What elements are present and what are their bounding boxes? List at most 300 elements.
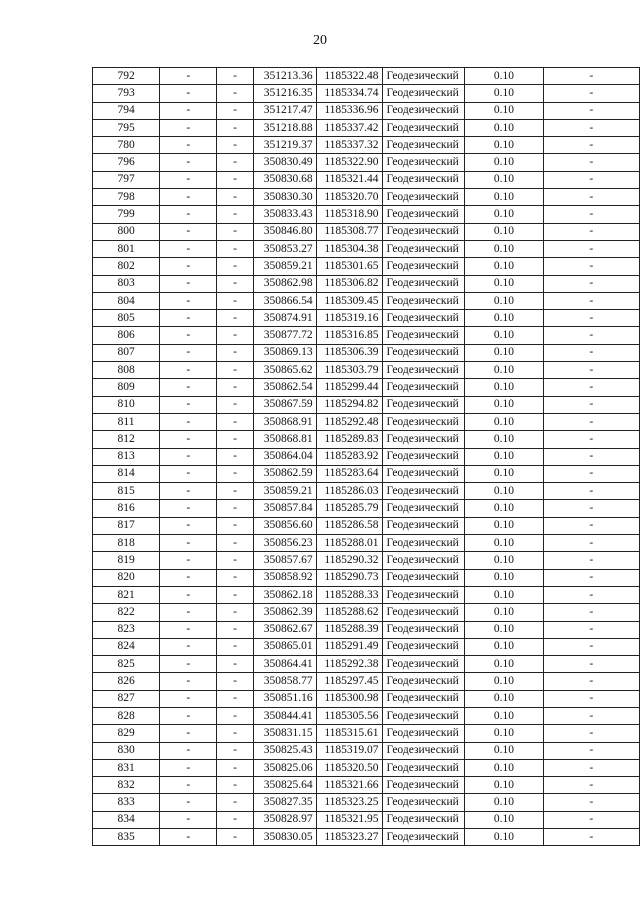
- x-coordinate-cell: 351217.47: [253, 102, 316, 119]
- dash-cell-a: -: [160, 240, 217, 257]
- y-coordinate-cell: 1185320.50: [316, 759, 382, 776]
- x-coordinate-cell: 350827.35: [253, 794, 316, 811]
- accuracy-cell: 0.10: [465, 240, 543, 257]
- dash-cell-b: -: [217, 777, 254, 794]
- table-row: [93, 759, 640, 776]
- accuracy-cell: 0.10: [465, 517, 543, 534]
- y-coordinate-cell: 1185306.39: [316, 344, 382, 361]
- accuracy-cell: 0.10: [465, 137, 543, 154]
- dash-cell-b: -: [217, 552, 254, 569]
- y-coordinate-cell: 1185306.82: [316, 275, 382, 292]
- y-coordinate-cell: 1185294.82: [316, 396, 382, 413]
- x-coordinate-cell: 350864.04: [253, 448, 316, 465]
- dash-cell-a: -: [160, 189, 217, 206]
- y-coordinate-cell: 1185288.01: [316, 535, 382, 552]
- x-coordinate-cell: 350857.67: [253, 552, 316, 569]
- dash-cell-a: -: [160, 119, 217, 136]
- method-cell: Геодезический: [382, 656, 465, 673]
- dash-cell-a: -: [160, 68, 217, 85]
- x-coordinate-cell: 350856.23: [253, 535, 316, 552]
- method-cell: Геодезический: [382, 240, 465, 257]
- x-coordinate-cell: 350874.91: [253, 310, 316, 327]
- method-cell: Геодезический: [382, 223, 465, 240]
- note-cell: -: [543, 379, 639, 396]
- accuracy-cell: 0.10: [465, 189, 543, 206]
- dash-cell-a: -: [160, 794, 217, 811]
- dash-cell-a: -: [160, 811, 217, 828]
- dash-cell-a: -: [160, 396, 217, 413]
- accuracy-cell: 0.10: [465, 362, 543, 379]
- dash-cell-a: -: [160, 621, 217, 638]
- dash-cell-a: -: [160, 690, 217, 707]
- method-cell: Геодезический: [382, 586, 465, 603]
- dash-cell-b: -: [217, 189, 254, 206]
- note-cell: -: [543, 362, 639, 379]
- dash-cell-b: -: [217, 673, 254, 690]
- point-number-cell: 812: [93, 431, 160, 448]
- y-coordinate-cell: 1185292.48: [316, 413, 382, 430]
- x-coordinate-cell: 350862.18: [253, 586, 316, 603]
- point-number-cell: 780: [93, 137, 160, 154]
- method-cell: Геодезический: [382, 137, 465, 154]
- accuracy-cell: 0.10: [465, 413, 543, 430]
- y-coordinate-cell: 1185321.66: [316, 777, 382, 794]
- note-cell: -: [543, 552, 639, 569]
- note-cell: -: [543, 85, 639, 102]
- point-number-cell: 792: [93, 68, 160, 85]
- note-cell: -: [543, 431, 639, 448]
- point-number-cell: 828: [93, 707, 160, 724]
- note-cell: -: [543, 396, 639, 413]
- method-cell: Геодезический: [382, 621, 465, 638]
- accuracy-cell: 0.10: [465, 223, 543, 240]
- note-cell: -: [543, 673, 639, 690]
- table-row: [93, 690, 640, 707]
- table-row: [93, 413, 640, 430]
- dash-cell-b: -: [217, 465, 254, 482]
- table-row: [93, 171, 640, 188]
- point-number-cell: 831: [93, 759, 160, 776]
- method-cell: Геодезический: [382, 829, 465, 846]
- table-row: [93, 327, 640, 344]
- note-cell: -: [543, 742, 639, 759]
- accuracy-cell: 0.10: [465, 829, 543, 846]
- note-cell: -: [543, 725, 639, 742]
- dash-cell-b: -: [217, 483, 254, 500]
- dash-cell-a: -: [160, 448, 217, 465]
- dash-cell-a: -: [160, 742, 217, 759]
- x-coordinate-cell: 351219.37: [253, 137, 316, 154]
- dash-cell-b: -: [217, 344, 254, 361]
- point-number-cell: 807: [93, 344, 160, 361]
- dash-cell-a: -: [160, 707, 217, 724]
- y-coordinate-cell: 1185316.85: [316, 327, 382, 344]
- note-cell: -: [543, 275, 639, 292]
- table-row: [93, 535, 640, 552]
- dash-cell-a: -: [160, 379, 217, 396]
- x-coordinate-cell: 351218.88: [253, 119, 316, 136]
- x-coordinate-cell: 350844.41: [253, 707, 316, 724]
- dash-cell-b: -: [217, 154, 254, 171]
- y-coordinate-cell: 1185321.95: [316, 811, 382, 828]
- note-cell: -: [543, 777, 639, 794]
- dash-cell-a: -: [160, 535, 217, 552]
- dash-cell-b: -: [217, 811, 254, 828]
- x-coordinate-cell: 351216.35: [253, 85, 316, 102]
- method-cell: Геодезический: [382, 690, 465, 707]
- x-coordinate-cell: 350862.54: [253, 379, 316, 396]
- table-row: [93, 742, 640, 759]
- dash-cell-b: -: [217, 690, 254, 707]
- x-coordinate-cell: 350859.21: [253, 483, 316, 500]
- point-number-cell: 799: [93, 206, 160, 223]
- table-row: [93, 362, 640, 379]
- method-cell: Геодезический: [382, 448, 465, 465]
- y-coordinate-cell: 1185321.44: [316, 171, 382, 188]
- dash-cell-a: -: [160, 362, 217, 379]
- point-number-cell: 826: [93, 673, 160, 690]
- table-row: [93, 500, 640, 517]
- x-coordinate-cell: 350831.15: [253, 725, 316, 742]
- x-coordinate-cell: 350864.41: [253, 656, 316, 673]
- accuracy-cell: 0.10: [465, 68, 543, 85]
- x-coordinate-cell: 350825.06: [253, 759, 316, 776]
- point-number-cell: 830: [93, 742, 160, 759]
- table-row: [93, 448, 640, 465]
- point-number-cell: 805: [93, 310, 160, 327]
- dash-cell-a: -: [160, 171, 217, 188]
- x-coordinate-cell: 350830.68: [253, 171, 316, 188]
- method-cell: Геодезический: [382, 604, 465, 621]
- method-cell: Геодезический: [382, 725, 465, 742]
- method-cell: Геодезический: [382, 465, 465, 482]
- note-cell: -: [543, 258, 639, 275]
- method-cell: Геодезический: [382, 535, 465, 552]
- accuracy-cell: 0.10: [465, 154, 543, 171]
- accuracy-cell: 0.10: [465, 707, 543, 724]
- note-cell: -: [543, 621, 639, 638]
- y-coordinate-cell: 1185297.45: [316, 673, 382, 690]
- dash-cell-a: -: [160, 569, 217, 586]
- dash-cell-b: -: [217, 638, 254, 655]
- y-coordinate-cell: 1185304.38: [316, 240, 382, 257]
- accuracy-cell: 0.10: [465, 275, 543, 292]
- method-cell: Геодезический: [382, 517, 465, 534]
- y-coordinate-cell: 1185320.70: [316, 189, 382, 206]
- y-coordinate-cell: 1185290.73: [316, 569, 382, 586]
- point-number-cell: 801: [93, 240, 160, 257]
- table-row: [93, 119, 640, 136]
- accuracy-cell: 0.10: [465, 258, 543, 275]
- y-coordinate-cell: 1185301.65: [316, 258, 382, 275]
- dash-cell-a: -: [160, 431, 217, 448]
- point-number-cell: 795: [93, 119, 160, 136]
- x-coordinate-cell: 350830.49: [253, 154, 316, 171]
- accuracy-cell: 0.10: [465, 206, 543, 223]
- accuracy-cell: 0.10: [465, 171, 543, 188]
- note-cell: -: [543, 829, 639, 846]
- note-cell: -: [543, 310, 639, 327]
- table-row: [93, 517, 640, 534]
- x-coordinate-cell: 350858.77: [253, 673, 316, 690]
- point-number-cell: 796: [93, 154, 160, 171]
- point-number-cell: 800: [93, 223, 160, 240]
- note-cell: -: [543, 604, 639, 621]
- table-row: [93, 344, 640, 361]
- method-cell: Геодезический: [382, 759, 465, 776]
- note-cell: -: [543, 794, 639, 811]
- dash-cell-b: -: [217, 223, 254, 240]
- table-row: [93, 379, 640, 396]
- y-coordinate-cell: 1185318.90: [316, 206, 382, 223]
- note-cell: -: [543, 811, 639, 828]
- point-number-cell: 811: [93, 413, 160, 430]
- note-cell: -: [543, 586, 639, 603]
- table-row: [93, 396, 640, 413]
- method-cell: Геодезический: [382, 500, 465, 517]
- point-number-cell: 833: [93, 794, 160, 811]
- x-coordinate-cell: 350825.43: [253, 742, 316, 759]
- point-number-cell: 819: [93, 552, 160, 569]
- point-number-cell: 829: [93, 725, 160, 742]
- accuracy-cell: 0.10: [465, 604, 543, 621]
- method-cell: Геодезический: [382, 638, 465, 655]
- dash-cell-a: -: [160, 465, 217, 482]
- y-coordinate-cell: 1185319.16: [316, 310, 382, 327]
- dash-cell-a: -: [160, 586, 217, 603]
- y-coordinate-cell: 1185288.62: [316, 604, 382, 621]
- x-coordinate-cell: 350859.21: [253, 258, 316, 275]
- accuracy-cell: 0.10: [465, 656, 543, 673]
- table-row: [93, 794, 640, 811]
- x-coordinate-cell: 350851.16: [253, 690, 316, 707]
- accuracy-cell: 0.10: [465, 569, 543, 586]
- x-coordinate-cell: 350866.54: [253, 292, 316, 309]
- table-row: [93, 707, 640, 724]
- dash-cell-a: -: [160, 552, 217, 569]
- dash-cell-b: -: [217, 292, 254, 309]
- method-cell: Геодезический: [382, 673, 465, 690]
- method-cell: Геодезический: [382, 344, 465, 361]
- y-coordinate-cell: 1185309.45: [316, 292, 382, 309]
- dash-cell-b: -: [217, 621, 254, 638]
- point-number-cell: 815: [93, 483, 160, 500]
- x-coordinate-cell: 350869.13: [253, 344, 316, 361]
- method-cell: Геодезический: [382, 310, 465, 327]
- x-coordinate-cell: 350857.84: [253, 500, 316, 517]
- point-number-cell: 817: [93, 517, 160, 534]
- method-cell: Геодезический: [382, 379, 465, 396]
- dash-cell-b: -: [217, 448, 254, 465]
- method-cell: Геодезический: [382, 811, 465, 828]
- method-cell: Геодезический: [382, 258, 465, 275]
- dash-cell-b: -: [217, 707, 254, 724]
- note-cell: -: [543, 189, 639, 206]
- dash-cell-b: -: [217, 327, 254, 344]
- table-row: [93, 310, 640, 327]
- note-cell: -: [543, 240, 639, 257]
- table-row: [93, 777, 640, 794]
- accuracy-cell: 0.10: [465, 621, 543, 638]
- table-row: [93, 638, 640, 655]
- dash-cell-b: -: [217, 137, 254, 154]
- method-cell: Геодезический: [382, 171, 465, 188]
- point-number-cell: 835: [93, 829, 160, 846]
- point-number-cell: 808: [93, 362, 160, 379]
- table-row: [93, 673, 640, 690]
- dash-cell-a: -: [160, 275, 217, 292]
- table-row: [93, 552, 640, 569]
- dash-cell-b: -: [217, 413, 254, 430]
- x-coordinate-cell: 350856.60: [253, 517, 316, 534]
- dash-cell-a: -: [160, 327, 217, 344]
- x-coordinate-cell: 350862.59: [253, 465, 316, 482]
- dash-cell-b: -: [217, 500, 254, 517]
- accuracy-cell: 0.10: [465, 690, 543, 707]
- y-coordinate-cell: 1185319.07: [316, 742, 382, 759]
- x-coordinate-cell: 350853.27: [253, 240, 316, 257]
- dash-cell-b: -: [217, 68, 254, 85]
- y-coordinate-cell: 1185290.32: [316, 552, 382, 569]
- table-row: [93, 725, 640, 742]
- point-number-cell: 809: [93, 379, 160, 396]
- note-cell: -: [543, 759, 639, 776]
- y-coordinate-cell: 1185288.39: [316, 621, 382, 638]
- dash-cell-a: -: [160, 85, 217, 102]
- dash-cell-a: -: [160, 344, 217, 361]
- dash-cell-b: -: [217, 102, 254, 119]
- dash-cell-a: -: [160, 638, 217, 655]
- dash-cell-b: -: [217, 431, 254, 448]
- point-number-cell: 820: [93, 569, 160, 586]
- x-coordinate-cell: 350833.43: [253, 206, 316, 223]
- y-coordinate-cell: 1185299.44: [316, 379, 382, 396]
- point-number-cell: 813: [93, 448, 160, 465]
- note-cell: -: [543, 154, 639, 171]
- note-cell: -: [543, 223, 639, 240]
- accuracy-cell: 0.10: [465, 638, 543, 655]
- x-coordinate-cell: 350868.81: [253, 431, 316, 448]
- method-cell: Геодезический: [382, 413, 465, 430]
- note-cell: -: [543, 448, 639, 465]
- method-cell: Геодезический: [382, 292, 465, 309]
- method-cell: Геодезический: [382, 119, 465, 136]
- table-row: [93, 275, 640, 292]
- note-cell: -: [543, 344, 639, 361]
- coordinates-table: [92, 67, 640, 846]
- y-coordinate-cell: 1185336.96: [316, 102, 382, 119]
- dash-cell-b: -: [217, 829, 254, 846]
- note-cell: -: [543, 206, 639, 223]
- method-cell: Геодезический: [382, 707, 465, 724]
- y-coordinate-cell: 1185337.32: [316, 137, 382, 154]
- note-cell: -: [543, 137, 639, 154]
- x-coordinate-cell: 350865.62: [253, 362, 316, 379]
- dash-cell-b: -: [217, 794, 254, 811]
- y-coordinate-cell: 1185323.27: [316, 829, 382, 846]
- note-cell: -: [543, 500, 639, 517]
- point-number-cell: 798: [93, 189, 160, 206]
- table-row: [93, 240, 640, 257]
- note-cell: -: [543, 171, 639, 188]
- x-coordinate-cell: 350877.72: [253, 327, 316, 344]
- dash-cell-a: -: [160, 759, 217, 776]
- point-number-cell: 794: [93, 102, 160, 119]
- method-cell: Геодезический: [382, 483, 465, 500]
- method-cell: Геодезический: [382, 777, 465, 794]
- dash-cell-b: -: [217, 742, 254, 759]
- dash-cell-a: -: [160, 517, 217, 534]
- dash-cell-b: -: [217, 206, 254, 223]
- note-cell: -: [543, 68, 639, 85]
- dash-cell-a: -: [160, 673, 217, 690]
- method-cell: Геодезический: [382, 102, 465, 119]
- dash-cell-b: -: [217, 310, 254, 327]
- dash-cell-a: -: [160, 656, 217, 673]
- dash-cell-b: -: [217, 517, 254, 534]
- dash-cell-a: -: [160, 292, 217, 309]
- dash-cell-b: -: [217, 171, 254, 188]
- y-coordinate-cell: 1185283.64: [316, 465, 382, 482]
- x-coordinate-cell: 350862.39: [253, 604, 316, 621]
- method-cell: Геодезический: [382, 154, 465, 171]
- dash-cell-a: -: [160, 102, 217, 119]
- point-number-cell: 797: [93, 171, 160, 188]
- accuracy-cell: 0.10: [465, 431, 543, 448]
- table-row: [93, 189, 640, 206]
- dash-cell-a: -: [160, 154, 217, 171]
- point-number-cell: 825: [93, 656, 160, 673]
- note-cell: -: [543, 656, 639, 673]
- accuracy-cell: 0.10: [465, 465, 543, 482]
- dash-cell-b: -: [217, 759, 254, 776]
- page-number: 20: [313, 33, 327, 48]
- table-row: [93, 154, 640, 171]
- dash-cell-a: -: [160, 258, 217, 275]
- dash-cell-b: -: [217, 725, 254, 742]
- accuracy-cell: 0.10: [465, 310, 543, 327]
- y-coordinate-cell: 1185286.58: [316, 517, 382, 534]
- method-cell: Геодезический: [382, 742, 465, 759]
- accuracy-cell: 0.10: [465, 552, 543, 569]
- table-row: [93, 102, 640, 119]
- dash-cell-b: -: [217, 586, 254, 603]
- point-number-cell: 824: [93, 638, 160, 655]
- accuracy-cell: 0.10: [465, 759, 543, 776]
- point-number-cell: 816: [93, 500, 160, 517]
- y-coordinate-cell: 1185286.03: [316, 483, 382, 500]
- dash-cell-a: -: [160, 137, 217, 154]
- x-coordinate-cell: 350867.59: [253, 396, 316, 413]
- x-coordinate-cell: 350825.64: [253, 777, 316, 794]
- x-coordinate-cell: 350830.05: [253, 829, 316, 846]
- dash-cell-a: -: [160, 777, 217, 794]
- dash-cell-a: -: [160, 604, 217, 621]
- y-coordinate-cell: 1185315.61: [316, 725, 382, 742]
- method-cell: Геодезический: [382, 275, 465, 292]
- coordinates-table-body: [93, 68, 640, 846]
- table-row: [93, 206, 640, 223]
- y-coordinate-cell: 1185283.92: [316, 448, 382, 465]
- x-coordinate-cell: 350830.30: [253, 189, 316, 206]
- dash-cell-b: -: [217, 569, 254, 586]
- table-row: [93, 292, 640, 309]
- x-coordinate-cell: 350865.01: [253, 638, 316, 655]
- table-row: [93, 483, 640, 500]
- point-number-cell: 802: [93, 258, 160, 275]
- point-number-cell: 810: [93, 396, 160, 413]
- accuracy-cell: 0.10: [465, 119, 543, 136]
